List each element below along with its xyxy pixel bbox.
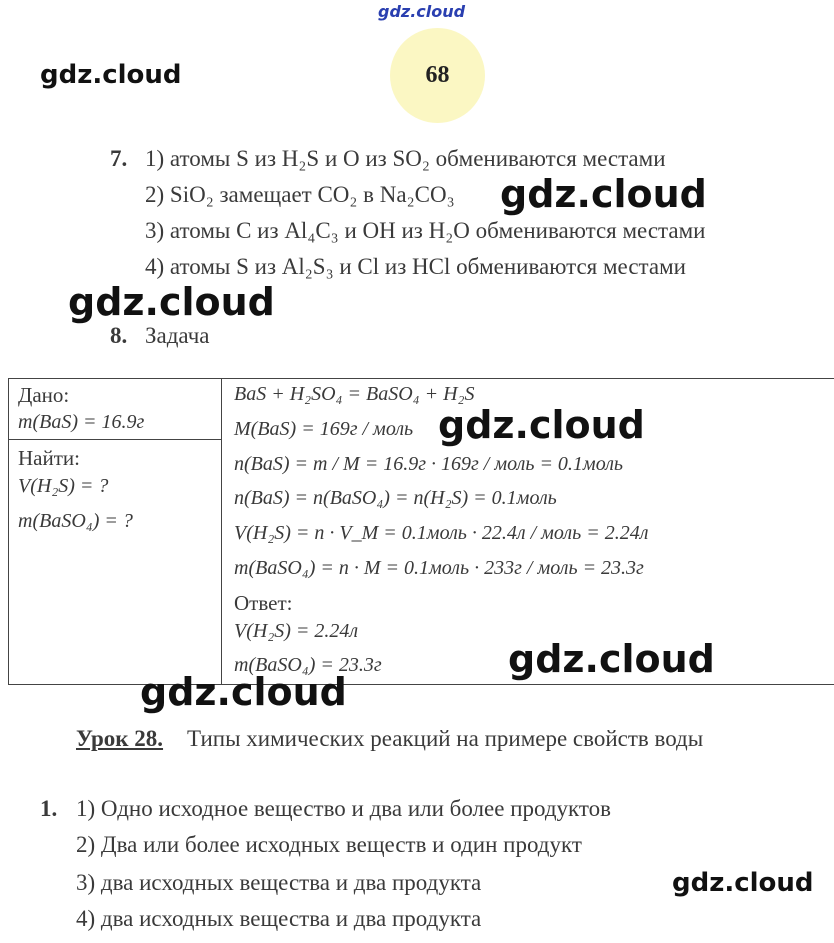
given-label: Дано:	[18, 383, 70, 407]
watermark: gdz.cloud	[672, 868, 814, 898]
task1-item-4: 4) два исходных вещества и два продукта	[76, 906, 482, 931]
task7-item-3: 3) атомы C из Al₄C₃ и OH из H₂O обмениваются местами	[145, 218, 706, 243]
task7-item-1: 1) атомы S из H₂S и O из SO₂ обмениваются местами	[145, 146, 666, 171]
task8-title: Задача	[145, 323, 210, 348]
watermark: gdz.cloud	[40, 60, 182, 90]
task1-item-1: 1) Одно исходное вещество и два или более продуктов	[76, 796, 612, 821]
top-watermark: gdz.cloud	[378, 2, 466, 21]
lesson-title: Типы химических реакций на примере свойств воды	[187, 726, 704, 751]
find-item-1: V(H₂S) = ?	[18, 475, 109, 497]
task1-number: 1.	[40, 796, 58, 821]
answer-label: Ответ:	[234, 591, 293, 615]
given-value: m(BaS) = 16.9г	[18, 411, 145, 433]
watermark: gdz.cloud	[500, 172, 707, 216]
task7-number: 7.	[110, 146, 128, 171]
solution-line-3: n(BaS) = m / M = 16.9г · 169г / моль = 0.1моль	[234, 453, 624, 475]
table-divider-horizontal	[8, 439, 221, 440]
table-divider-vertical	[221, 378, 222, 685]
watermark: gdz.cloud	[508, 637, 715, 681]
solution-line-4: n(BaS) = n(BaSO₄) = n(H₂S) = 0.1моль	[234, 487, 557, 509]
find-label: Найти:	[18, 446, 80, 470]
solution-line-1: BaS + H₂SO₄ = BaSO₄ + H₂S	[234, 383, 475, 405]
answer-item-1: V(H₂S) = 2.24л	[234, 620, 359, 642]
watermark: gdz.cloud	[68, 280, 275, 324]
task7-item-2: 2) SiO₂ замещает CO₂ в Na₂CO₃	[145, 182, 455, 207]
task1-item-3: 3) два исходных вещества и два продукта	[76, 870, 482, 895]
page-number: 68	[425, 62, 450, 88]
lesson-label: Урок 28.	[76, 726, 164, 751]
watermark: gdz.cloud	[140, 670, 347, 714]
watermark: gdz.cloud	[438, 403, 645, 447]
solution-line-5: V(H₂S) = n · V_M = 0.1моль · 22.4л / моль = 2.24л	[234, 522, 649, 544]
answer-item-2: m(BaSO₄) = 23.3г	[234, 654, 382, 676]
task7-item-4: 4) атомы S из Al₂S₃ и Cl из HCl обмениваются местами	[145, 254, 686, 279]
task8-number: 8.	[110, 323, 128, 348]
find-item-2: m(BaSO₄) = ?	[18, 510, 133, 532]
task1-item-2: 2) Два или более исходных веществ и один продукт	[76, 832, 582, 857]
solution-line-2: M(BaS) = 169г / моль	[234, 418, 414, 440]
solution-line-6: m(BaSO₄) = n · M = 0.1моль · 233г / моль = 23.3г	[234, 557, 644, 579]
